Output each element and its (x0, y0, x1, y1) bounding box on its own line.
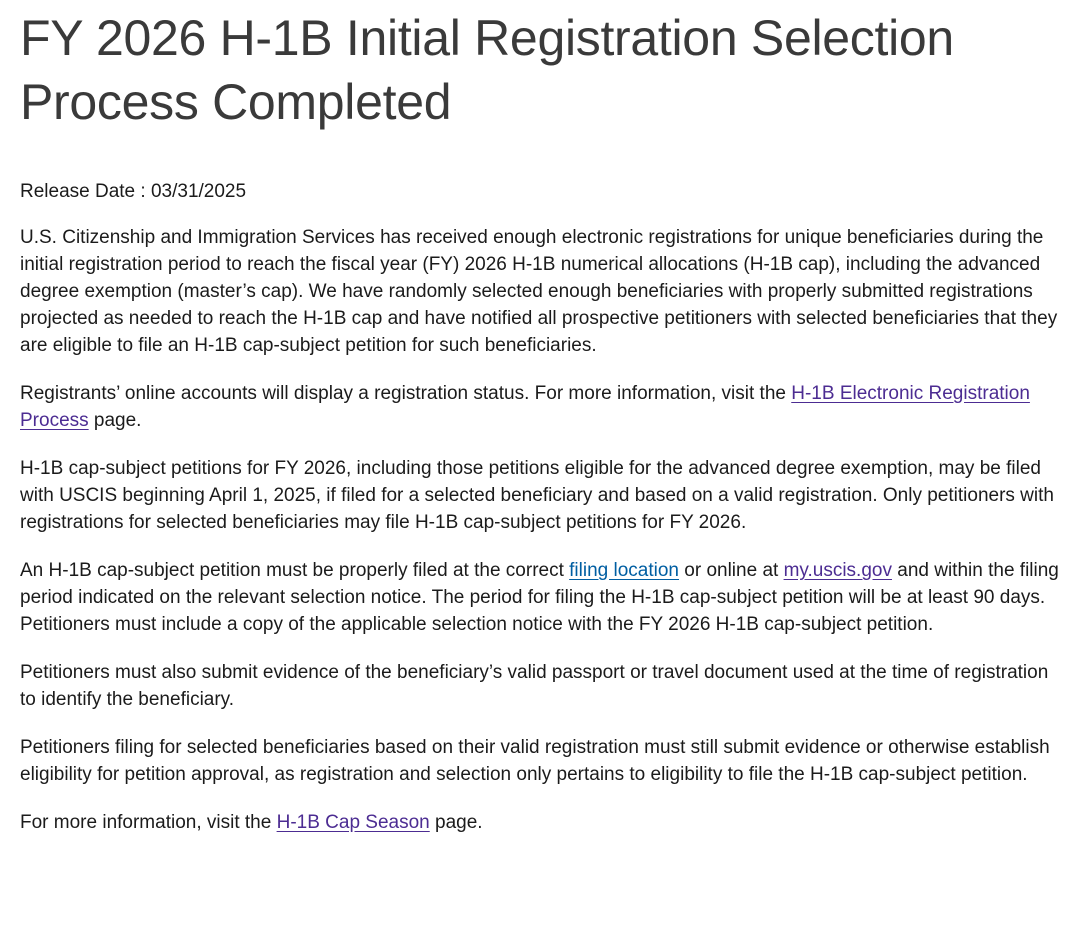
paragraph-text: or online at (679, 560, 784, 581)
paragraph-text: and within the filing period indicated on the relevant selection notice. The period for filing the H-1B cap-subject petition will be at least 90 days. Petitioners must include a copy of the applicable selection notice with the FY 2026 H-1B cap-subject petition. (20, 560, 1059, 635)
paragraph-intro: U.S. Citizenship and Immigration Services has received enough electronic registrations for unique beneficiaries during the initial registration period to reach the fiscal year (FY) 2026 H-1B numerical allocations (H-1B cap), including the advanced degree exemption (master’s cap). We have randomly selected enough beneficiaries with properly submitted registrations projected as needed to reach the H-1B cap and have notified all prospective petitioners with selected beneficiaries that they are eligible to file an H-1B cap-subject petition for such beneficiaries. (20, 227, 1058, 356)
paragraph-text: page. (429, 812, 483, 833)
paragraph-text: page. (88, 410, 142, 431)
my-uscis-link[interactable]: my.uscis.gov (783, 560, 892, 581)
release-date-label: Release Date : (20, 181, 151, 202)
h1b-electronic-registration-link[interactable]: H-1B Electronic Registration Process (20, 383, 1030, 431)
article (20, 6, 1060, 857)
paragraph-registration-status (20, 380, 1060, 434)
paragraph-filing-dates: H-1B cap-subject petitions for FY 2026, including those petitions eligible for the advanced degree exemption, may be filed with USCIS beginning April 1, 2025, if filed for a selected beneficiary and based on a valid registration. Only petitioners with registrations for selected beneficiaries may file H-1B cap-subject petitions for FY 2026. (20, 458, 1054, 533)
release-date-value: 03/31/2025 (150, 181, 247, 202)
paragraph-text: An H-1B cap-subject petition must be properly filed at the correct (20, 560, 570, 581)
release-date (20, 178, 1060, 205)
paragraph-text: For more information, visit the (20, 812, 277, 833)
paragraph-eligibility: Petitioners filing for selected beneficiaries based on their valid registration must still submit evidence or otherwise establish eligibility for petition approval, as registration and selection only pertains to eligibility to file the H-1B cap-subject petition. (20, 737, 1050, 785)
filing-location-link[interactable]: filing location (569, 560, 679, 581)
h1b-cap-season-link[interactable]: H-1B Cap Season (276, 812, 430, 833)
paragraph-filing-location (20, 557, 1060, 638)
page-title: FY 2026 H-1B Initial Registration Selection Process Completed (20, 10, 954, 130)
paragraph-text: Registrants’ online accounts will display a registration status. For more information, visit the (20, 383, 792, 404)
paragraph-more-info (20, 809, 1060, 836)
release-date-row (20, 178, 1060, 205)
paragraph-passport-evidence: Petitioners must also submit evidence of the beneficiary’s valid passport or travel document used at the time of registration to identify the beneficiary. (20, 662, 1049, 710)
